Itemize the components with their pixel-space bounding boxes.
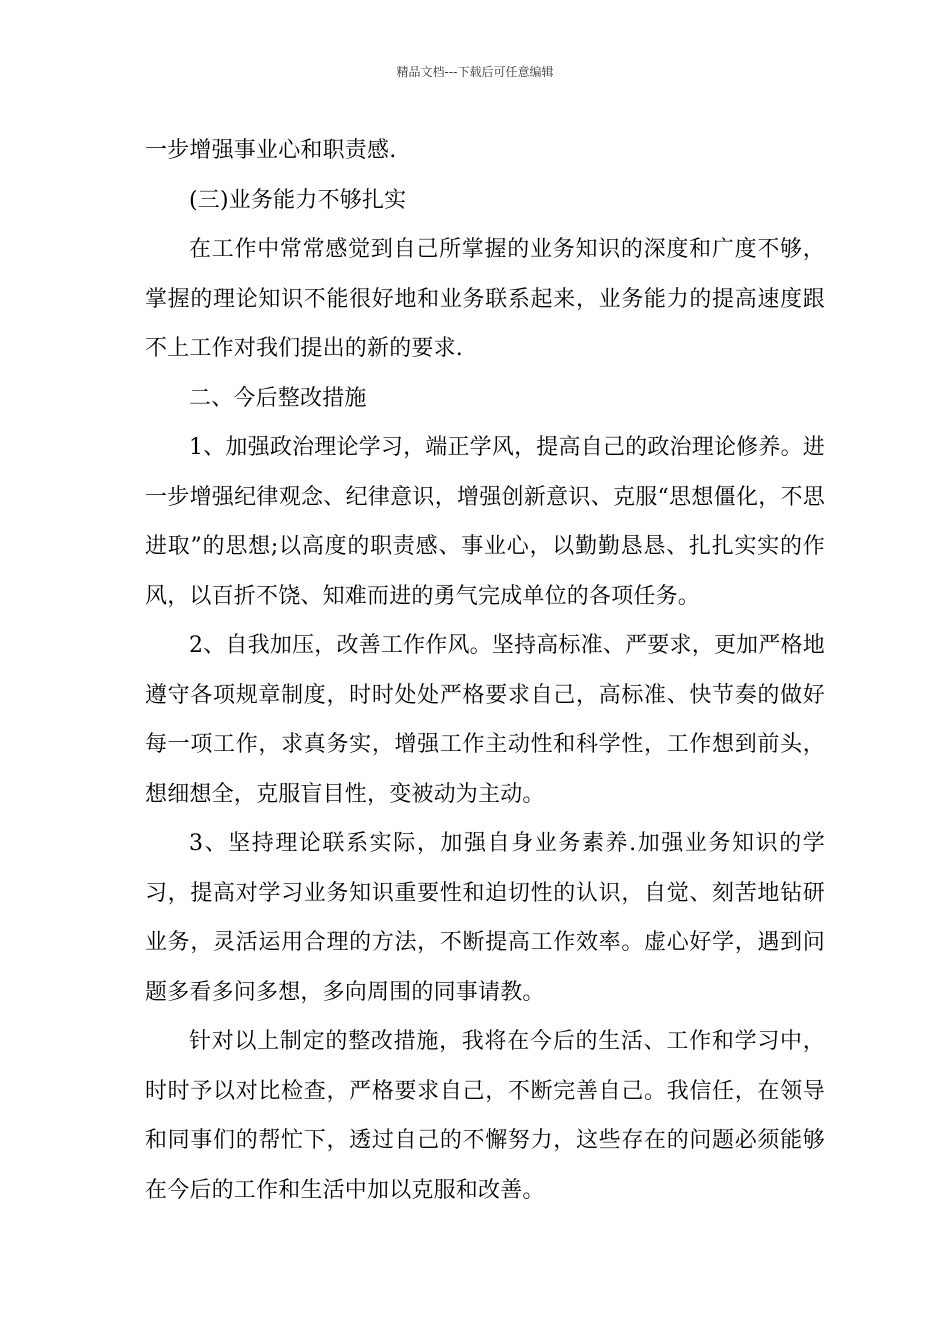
section-heading-measures: 二、今后整改措施: [189, 385, 367, 411]
section-heading-business-ability: (三)业务能力不够扎实: [189, 187, 407, 213]
paragraph-business-ability: 在工作中常常感觉到自己所掌握的业务知识的深度和广度不够，掌握的理论知识不能很好地和业务联系起来，业务能力的提高速度跟不上工作对我们提出的新的要求.: [145, 237, 825, 361]
paragraph-measure-1: 1、加强政治理论学习，端正学风，提高自己的政治理论修养。进一步增强纪律观念、纪律意识，增强创新意识、克服“思想僵化，不思进取”的思想;以高度的职责感、事业心，以勤勤恳恳、扎扎实实的作风，以百折不饶、知难而进的勇气完成单位的各项任务。: [145, 435, 825, 609]
paragraph-measure-2: 2、自我加压，改善工作作风。坚持高标准、严要求，更加严格地遵守各项规章制度，时时处处严格要求自己，高标准、快节奏的做好每一项工作，求真务实，增强工作主动性和科学性，工作想到前头，想细想全，克服盲目性，变被动为主动。: [145, 633, 825, 807]
paragraph-conclusion: 针对以上制定的整改措施，我将在今后的生活、工作和学习中，时时予以对比检查，严格要求自己，不断完善自己。我信任，在领导和同事们的帮忙下，透过自己的不懈努力，这些存在的问题必须能够在今后的工作和生活中加以克服和改善。: [145, 1029, 825, 1203]
document-body: [145, 126, 825, 1215]
paragraph-measure-3: 3、坚持理论联系实际，加强自身业务素养.加强业务知识的学习，提高对学习业务知识重要性和迫切性的认识，自觉、刻苦地钻研业务，灵活运用合理的方法，不断提高工作效率。虚心好学，遇到问题多看多问多想，多向周围的同事请教。: [145, 831, 825, 1005]
page-header: 精品文档---下载后可任意编辑: [396, 65, 554, 79]
paragraph-continuation: 一步增强事业心和职责感.: [145, 138, 397, 163]
